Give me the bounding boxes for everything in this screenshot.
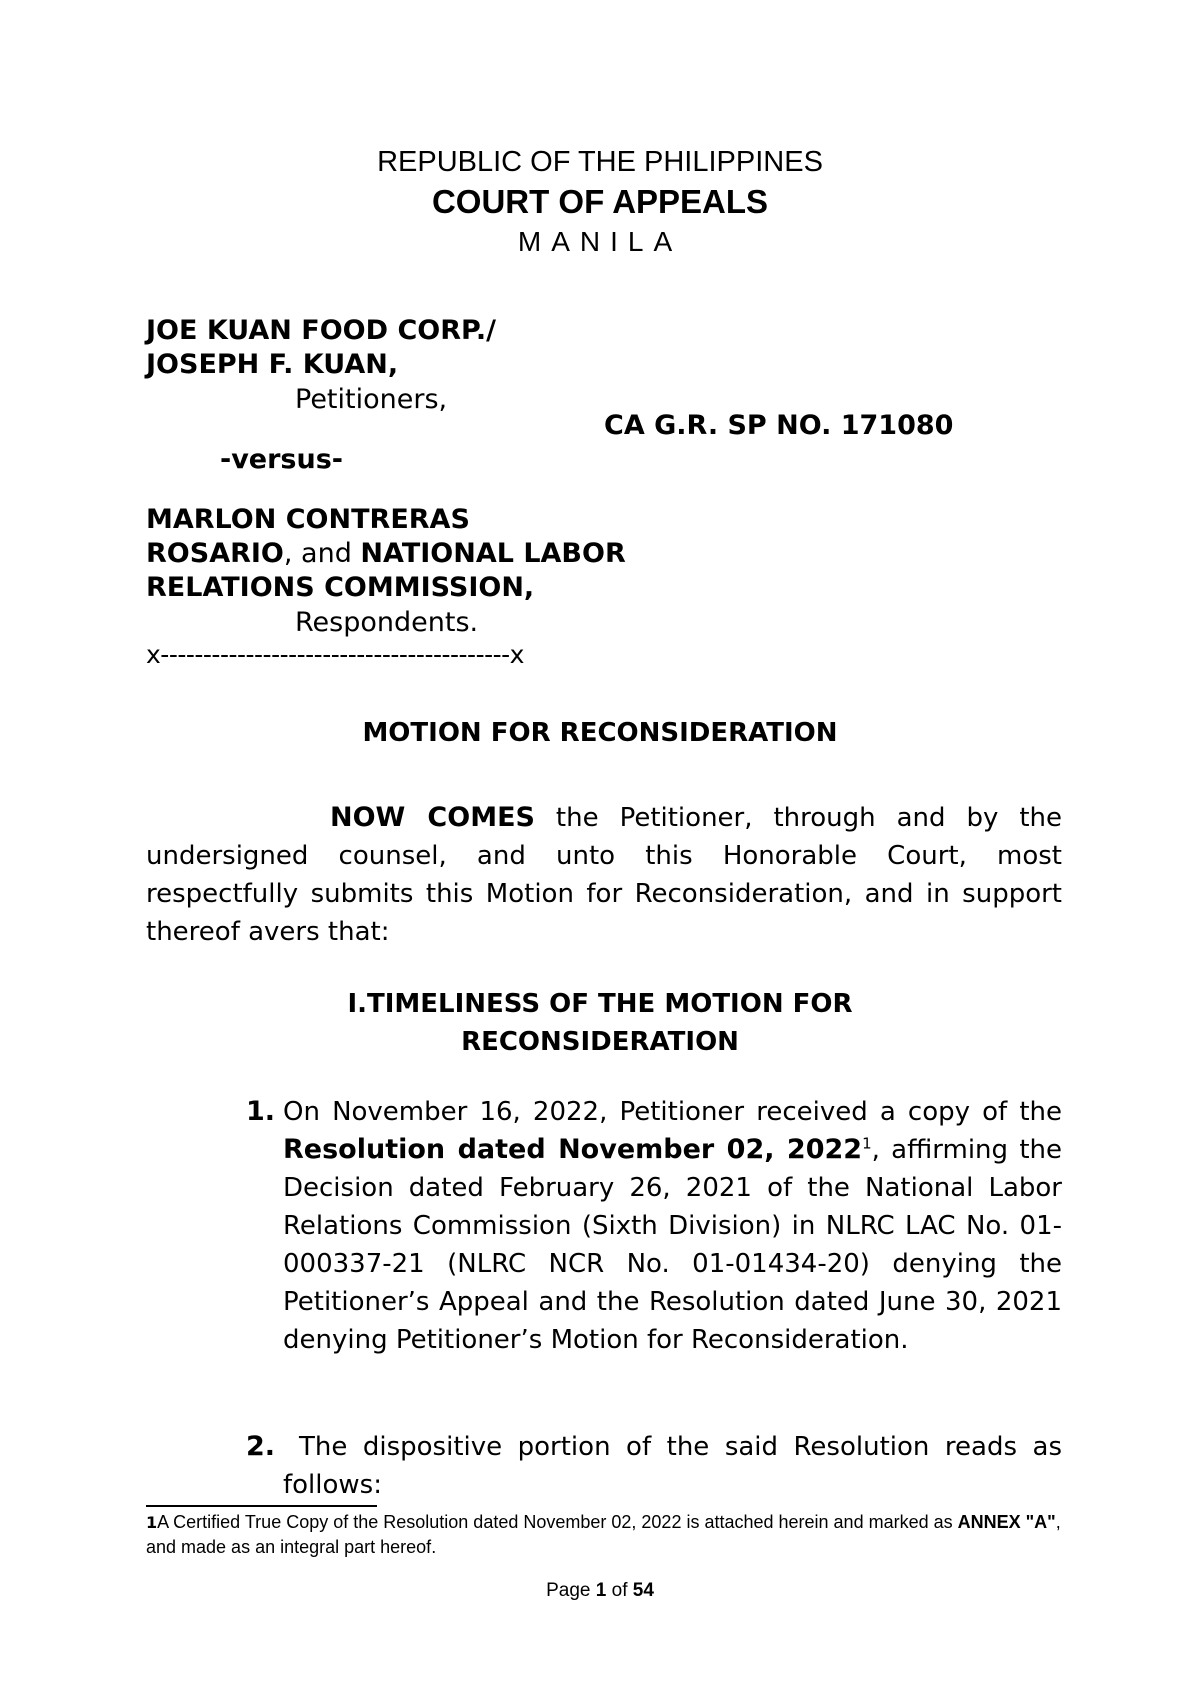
respondent-name-line1: MARLON CONTRERAS [146,504,470,535]
page-of: of [606,1580,633,1601]
footnote-marker: 1 [146,1513,158,1532]
item-paragraph [283,1093,1062,1359]
header-city: MANILA [517,226,683,257]
intro-lead: NOW COMES [330,802,535,833]
page-total: 54 [632,1580,654,1601]
petitioner-name-line2: JOSEPH F. KUAN, [146,349,399,380]
header-republic: REPUBLIC OF THE PHILIPPINES [377,146,823,178]
respondent-name-nlrc: NATIONAL LABOR [360,538,626,569]
item-number: 1. [246,1096,276,1127]
item-resolution-reference: Resolution dated November 02, 2022 [283,1134,863,1165]
case-number: CA G.R. SP NO. 171080 [604,410,954,441]
respondent-name-line3: RELATIONS COMMISSION, [146,572,535,603]
section-heading-line2: RECONSIDERATION [461,1027,739,1057]
respondents-role: Respondents. [295,607,479,638]
versus-label: -versus- [220,444,344,475]
footnote-reference: 1 [862,1134,872,1153]
petitioners-role: Petitioners, [295,384,448,415]
petitioner-name-line1: JOE KUAN FOOD CORP./ [146,315,496,346]
item-text-post: , affirming the Decision dated February 26, 2021 of the National Labor Relations Commission (Sixth Division) in NLRC LAC No. 01-000337-21 (NLRC NCR No. 01-01434-20) denying the Petitioner’s Appeal and the Resolution dated June 30, 2021 denying Petitioner’s Motion for Reconsideration. [283,1135,1062,1355]
intro-paragraph [146,799,1062,951]
respondent-name-line2 [146,537,626,571]
footnote-annex-label: ANNEX [957,1512,1021,1532]
caption-separator: x-----------------------------------------x [146,640,524,669]
item-number: 2. [246,1431,276,1462]
footnote-divider [146,1505,377,1507]
respondent-name-rosario: ROSARIO [146,538,284,569]
intro-text: the Petitioner, through and by the undersigned counsel, and unto this Honorable Court, most respectfully submits this Motion for Reconsideration, and in support thereof avers that: [146,803,1062,947]
respondent-name-and: , and [283,538,361,569]
footnote-text: A Certified True Copy of the Resolution dated November 02, 2022 is attached herein and marked as [157,1512,958,1532]
section-heading-line1: I.TIMELINESS OF THE MOTION FOR [347,989,853,1019]
footnote-text-end: , and made as an integral part hereof. [146,1512,1061,1557]
section-heading [0,985,1200,1061]
page-current: 1 [595,1580,607,1601]
footnote-annex-value: "A" [1020,1512,1056,1532]
item-paragraph: The dispositive portion of the said Resolution reads as follows: [283,1432,1062,1500]
footnote [146,1510,1066,1560]
item-text-pre: On November 16, 2022, Petitioner received a copy of the [283,1097,1062,1127]
page-number [0,1580,1200,1602]
header-court: COURT OF APPEALS [431,183,769,220]
document-title: MOTION FOR RECONSIDERATION [362,718,838,748]
page-prefix: Page [546,1580,596,1601]
